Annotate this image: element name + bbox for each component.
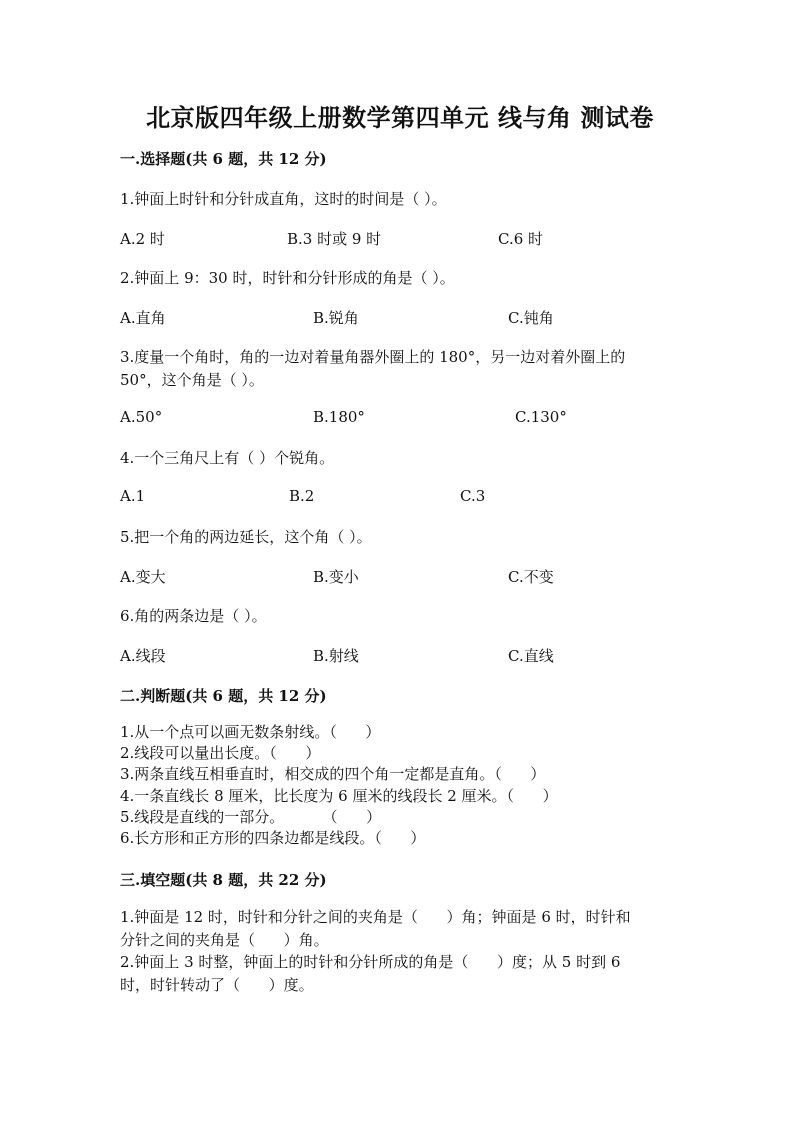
question-text: 1.钟面上时针和分针成直角，这时的时间是（ ）。 <box>120 190 447 208</box>
judgment-item: 5.线段是直线的一部分。 （ ） <box>120 808 382 826</box>
option-c: C.130° <box>515 408 567 426</box>
question-text: 2.钟面上 9：30 时，时针和分针形成的角是（ ）。 <box>120 269 455 287</box>
option-b: B.2 <box>289 487 315 505</box>
option-a: A.50° <box>120 408 163 426</box>
option-b: B.射线 <box>313 647 359 665</box>
option-c: C.不变 <box>508 568 554 586</box>
judgment-item: 2.线段可以量出长度。（ ） <box>120 744 321 762</box>
option-a: A.直角 <box>120 309 166 327</box>
option-a: A.变大 <box>120 568 166 586</box>
judgment-item: 3.两条直线互相垂直时，相交成的四个角一定都是直角。（ ） <box>120 765 546 783</box>
question-text-line-1: 3.度量一个角时，角的一边对着量角器外圈上的 180°，另一边对着外圈上的 <box>120 348 626 366</box>
question-text-line-2: 50°，这个角是（ ）。 <box>120 371 264 389</box>
question-text: 6.角的两条边是（ ）。 <box>120 607 267 625</box>
option-b: B.变小 <box>313 568 359 586</box>
option-c: C.钝角 <box>508 309 554 327</box>
judgment-item: 4.一条直线长 8 厘米，比长度为 6 厘米的线段长 2 厘米。（ ） <box>120 787 558 805</box>
judgment-item: 6.长方形和正方形的四条边都是线段。（ ） <box>120 829 426 847</box>
section-heading-choice: 一.选择题(共 6 题，共 12 分) <box>120 150 327 168</box>
option-c: C.6 时 <box>498 230 544 248</box>
question-text: 5.把一个角的两边延长，这个角（ ）。 <box>120 528 372 546</box>
option-c: C.3 <box>460 487 486 505</box>
option-a: A.线段 <box>120 647 166 665</box>
section-heading-fill-in: 三.填空题(共 8 题，共 22 分) <box>120 871 327 889</box>
option-b: B.3 时或 9 时 <box>287 230 382 248</box>
fill-in-item-line-2: 分针之间的夹角是（ ）角。 <box>120 931 329 949</box>
option-a: A.1 <box>120 487 146 505</box>
fill-in-item-line-1: 2.钟面上 3 时整，钟面上的时针和分针所成的角是（ ）度；从 5 时到 6 <box>120 953 621 971</box>
question-text: 4.一个三角尺上有（ ）个锐角。 <box>120 449 335 467</box>
option-b: B.锐角 <box>313 309 359 327</box>
section-heading-judgment: 二.判断题(共 6 题，共 12 分) <box>120 687 327 705</box>
option-b: B.180° <box>313 408 365 426</box>
fill-in-item-line-2: 时，时针转动了（ ）度。 <box>120 976 314 994</box>
fill-in-item-line-1: 1.钟面是 12 时，时针和分针之间的夹角是（ ）角；钟面是 6 时，时针和 <box>120 908 631 926</box>
judgment-item: 1.从一个点可以画无数条射线。（ ） <box>120 723 381 741</box>
option-a: A.2 时 <box>120 230 165 248</box>
option-c: C.直线 <box>508 647 554 665</box>
page-title: 北京版四年级上册数学第四单元 线与角 测试卷 <box>146 103 654 132</box>
